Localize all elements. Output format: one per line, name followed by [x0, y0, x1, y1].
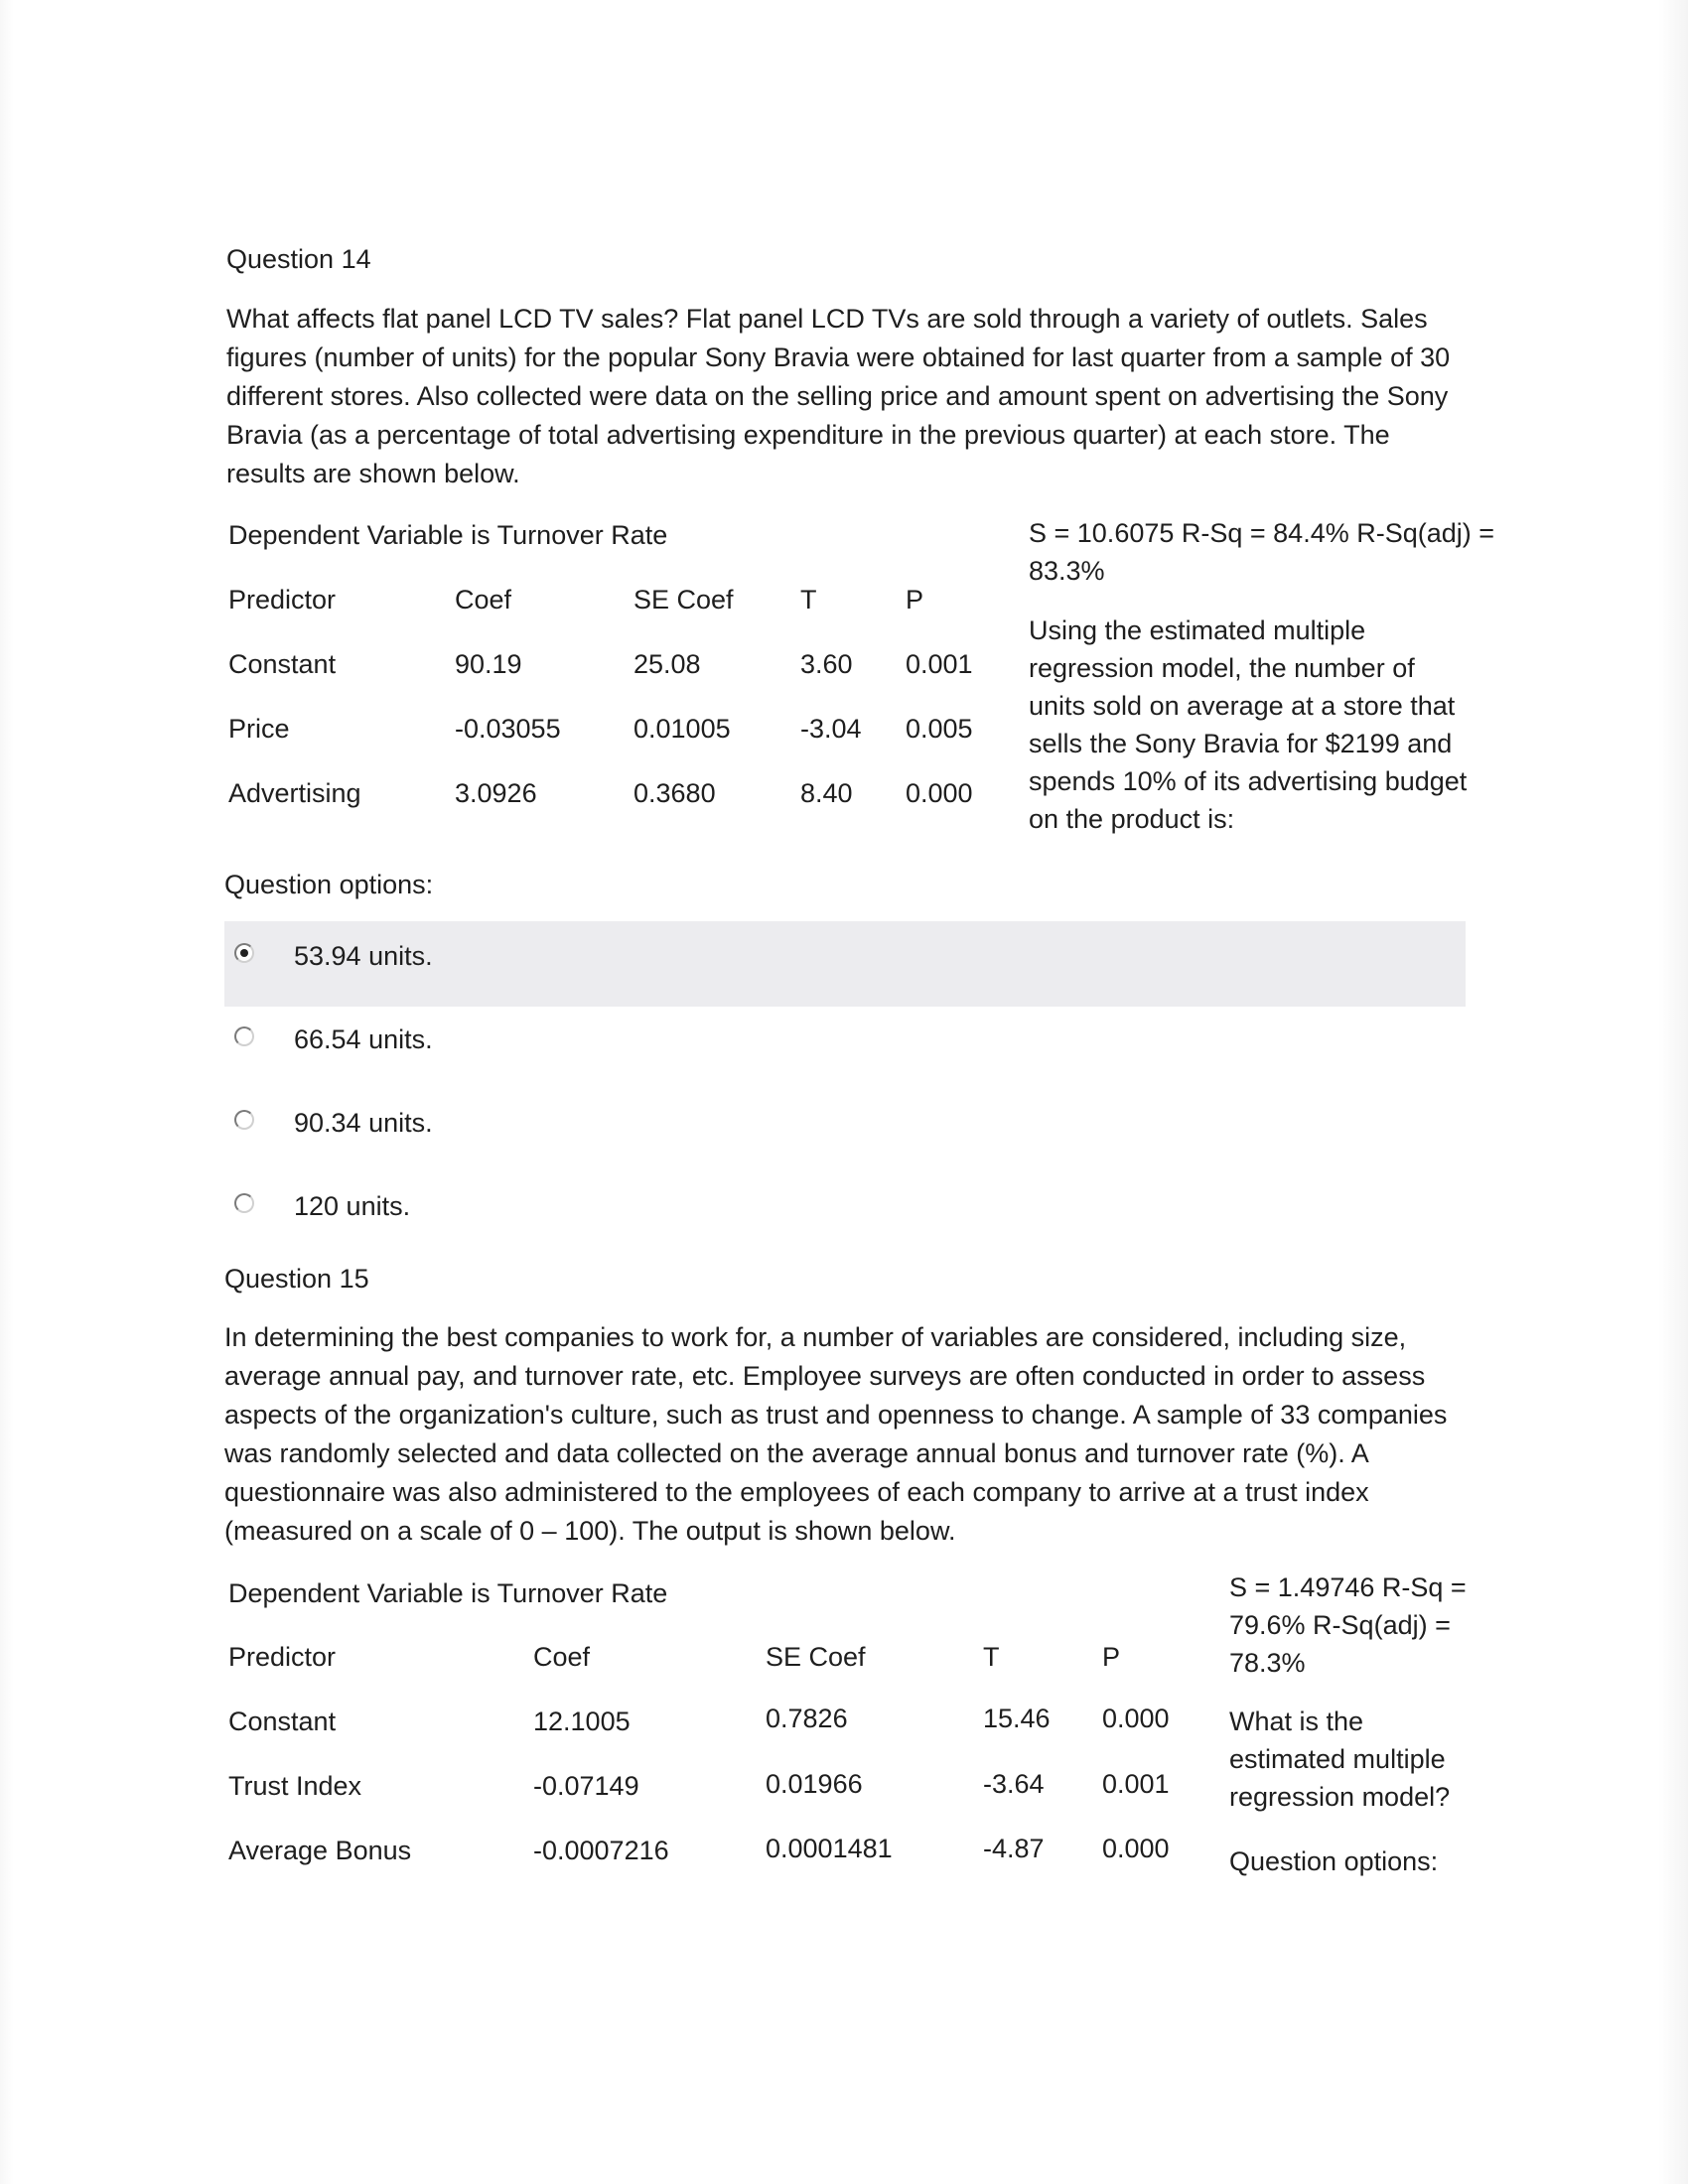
q14-prompt-line: sells the Sony Bravia for $2199 and: [1029, 729, 1453, 758]
q14-prompt-line: regression model, the number of: [1029, 653, 1415, 683]
q14-option-4[interactable]: [224, 1171, 1466, 1257]
q15-cell-coef: -0.07149: [533, 1771, 639, 1801]
q14-cell-predictor: Price: [228, 714, 290, 744]
q14-option-1[interactable]: [224, 921, 1466, 1007]
q14-cell-t: 8.40: [800, 778, 853, 808]
question-14-text-line: What affects flat panel LCD TV sales? Flat panel LCD TVs are sold through a variety of outlets. Sales: [226, 304, 1428, 334]
radio-selected-icon[interactable]: [234, 943, 254, 963]
question-15-text-line: aspects of the organization's culture, such as trust and openness to change. A sample of 33 companies: [224, 1400, 1448, 1430]
q15-header-p: P: [1102, 1642, 1121, 1672]
q15-header-t: T: [983, 1642, 1000, 1672]
q15-cell-se-coef: 0.7826: [766, 1704, 848, 1733]
q14-cell-t: 3.60: [800, 649, 853, 679]
q14-cell-t: -3.04: [800, 714, 862, 744]
question-14-text-line: figures (number of units) for the popular Sony Bravia were obtained for last quarter from a sample of 30: [226, 342, 1451, 372]
radio-unselected-icon[interactable]: [234, 1026, 254, 1046]
q14-cell-coef: 3.0926: [455, 778, 537, 808]
q14-cell-p: 0.000: [906, 778, 973, 808]
question-14-text-line: results are shown below.: [226, 459, 520, 488]
question-15-text: [224, 1318, 1447, 1551]
q15-cell-predictor: Constant: [228, 1706, 337, 1736]
q14-cell-coef: -0.03055: [455, 714, 561, 744]
question-15-text-line: (measured on a scale of 0 – 100). The output is shown below.: [224, 1516, 956, 1546]
q14-option-3[interactable]: [224, 1088, 1466, 1173]
q15-header-coef: Coef: [533, 1642, 591, 1672]
q15-cell-t: -3.64: [983, 1769, 1045, 1799]
q14-cell-se-coef: 25.08: [633, 649, 701, 679]
q15-model-stats-line: 78.3%: [1229, 1648, 1306, 1678]
q14-option-label: 120 units.: [294, 1191, 411, 1221]
q15-prompt-line: estimated multiple: [1229, 1744, 1446, 1774]
q15-cell-coef: 12.1005: [533, 1706, 631, 1736]
q14-prompt-line: units sold on average at a store that: [1029, 691, 1456, 721]
q14-header-coef: Coef: [455, 585, 512, 614]
q14-cell-predictor: Advertising: [228, 778, 361, 808]
q14-cell-se-coef: 0.01005: [633, 714, 731, 744]
question-15-text-line: was randomly selected and data collected on the average annual bonus and turnover rate (%). A: [224, 1438, 1369, 1468]
q14-model-stats-line: 83.3%: [1029, 556, 1105, 586]
q15-model-stats: [1229, 1569, 1467, 1682]
q15-prompt-line: What is the: [1229, 1706, 1364, 1736]
radio-unselected-icon[interactable]: [234, 1110, 254, 1130]
question-15-text-line: average annual pay, and turnover rate, etc. Employee surveys are often conducted in order to assess: [224, 1361, 1426, 1391]
q14-option-label: 53.94 units.: [294, 941, 433, 971]
q15-cell-p: 0.000: [1102, 1704, 1170, 1733]
q14-prompt-line: Using the estimated multiple: [1029, 615, 1366, 645]
question-14-text-line: different stores. Also collected were data on the selling price and amount spent on advertising the Sony: [226, 381, 1449, 411]
q14-cell-p: 0.001: [906, 649, 973, 679]
q15-prompt-line: regression model?: [1229, 1782, 1451, 1812]
radio-unselected-icon[interactable]: [234, 1193, 254, 1213]
q14-header-t: T: [800, 585, 817, 614]
q14-dependent-variable: Dependent Variable is Turnover Rate: [228, 520, 668, 550]
question-14-text-line: Bravia (as a percentage of total advertising expenditure in the previous quarter) at each store. The: [226, 420, 1390, 450]
q14-header-predictor: Predictor: [228, 585, 337, 614]
q14-prompt-line: spends 10% of its advertising budget: [1029, 766, 1468, 796]
q14-option-label: 66.54 units.: [294, 1024, 433, 1054]
q14-option-2[interactable]: [224, 1005, 1466, 1090]
q15-model-stats-line: S = 1.49746 R-Sq =: [1229, 1572, 1467, 1602]
q14-header-p: P: [906, 585, 924, 614]
q15-options-label: Question options:: [1229, 1846, 1439, 1876]
q14-prompt: [1029, 612, 1467, 838]
q14-option-label: 90.34 units.: [294, 1108, 433, 1138]
q14-header-se-coef: SE Coef: [633, 585, 734, 614]
q14-options-label: Question options:: [224, 870, 434, 899]
q15-cell-p: 0.001: [1102, 1769, 1170, 1799]
q15-cell-se-coef: 0.01966: [766, 1769, 863, 1799]
q15-dependent-variable: Dependent Variable is Turnover Rate: [228, 1578, 668, 1608]
question-15-text-line: questionnaire was also administered to the employees of each company to arrive at a trust index: [224, 1477, 1369, 1507]
q14-cell-coef: 90.19: [455, 649, 522, 679]
q14-cell-p: 0.005: [906, 714, 973, 744]
q15-cell-predictor: Trust Index: [228, 1771, 362, 1801]
question-14-text: [226, 300, 1450, 493]
q15-header-se-coef: SE Coef: [766, 1642, 866, 1672]
q15-cell-coef: -0.0007216: [533, 1836, 669, 1865]
q15-cell-t: -4.87: [983, 1834, 1045, 1863]
q14-cell-predictor: Constant: [228, 649, 337, 679]
q15-cell-se-coef: 0.0001481: [766, 1834, 893, 1863]
q14-model-stats: [1029, 514, 1494, 590]
q14-cell-se-coef: 0.3680: [633, 778, 716, 808]
q15-header-predictor: Predictor: [228, 1642, 337, 1672]
question-14-title: Question 14: [226, 244, 371, 274]
question-15-title: Question 15: [224, 1264, 369, 1294]
q14-prompt-line: on the product is:: [1029, 804, 1235, 834]
q15-prompt: [1229, 1703, 1450, 1816]
q14-model-stats-line: S = 10.6075 R-Sq = 84.4% R-Sq(adj) =: [1029, 518, 1495, 548]
q15-cell-predictor: Average Bonus: [228, 1836, 412, 1865]
q15-cell-p: 0.000: [1102, 1834, 1170, 1863]
q15-cell-t: 15.46: [983, 1704, 1051, 1733]
q15-model-stats-line: 79.6% R-Sq(adj) =: [1229, 1610, 1451, 1640]
question-15-text-line: In determining the best companies to work for, a number of variables are considered, including size,: [224, 1322, 1407, 1352]
